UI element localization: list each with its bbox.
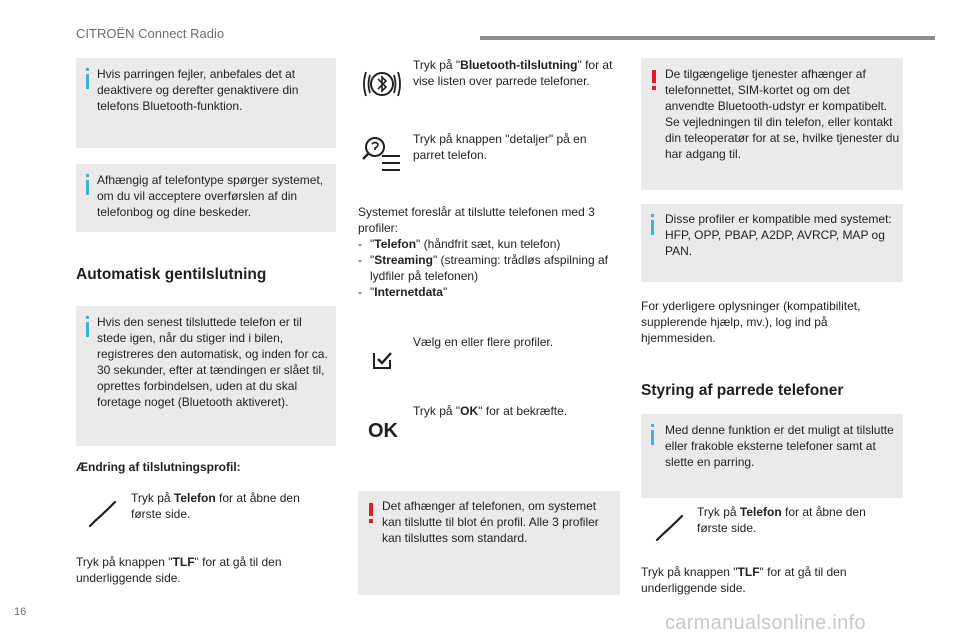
note-box-pairing [76,58,336,148]
warning-profiles-text: Det afhænger af telefonen, om systemet kan tilslutte til blot én profil. Alle 3 profiler kan tilsluttes som standard. [382,499,599,545]
warning-services-text: De tilgængelige tjenester afhænger af telefonnettet, SIM-kortet og om det anvendte Bluetooth-udstyr er kompatibelt. Se vejledningen til din telefon, eller kontakt din teleoperatør for at se, hvilke tjenester du har adgang til. [665,67,900,161]
step-press-tlf: Tryk på knappen "TLF" for at gå til den underliggende side. [76,555,282,585]
section-heading-manage-paired: Styring af parrede telefoner [641,382,844,399]
profile-item-telefon: - "Telefon" (håndfrit sæt, kun telefon) [358,237,561,251]
page-number: 16 [14,606,27,618]
profile-item-streaming: - "Streaming" (streaming: trådløs afspilning af lydfiler på telefonen) [358,253,608,283]
warning-box-services [641,58,903,190]
note-compatible-profiles-text: Disse profiler er kompatible med systemet: HFP, OPP, PBAP, A2DP, AVRCP, MAP og PAN. [665,212,892,258]
step-open-phone: Tryk på Telefon for at åbne den første side. [131,491,300,521]
step-confirm-ok: Tryk på "OK" for at bekræfte. [413,404,568,418]
phone-handset-icon [653,514,687,544]
more-info-text: For yderligere oplysninger (kompatibilitet, supplerende hjælp, mv.), log ind på hjemmesiden. [641,299,861,345]
details-search-icon [362,134,402,174]
note-pairing-text: Hvis parringen fejler, anbefales det at deaktivere og derefter genaktivere din telefons Bluetooth-funktion. [97,67,299,113]
info-icon [86,74,89,89]
note-box-auto-reconnect [76,306,336,446]
info-icon [86,322,89,337]
step-select-profiles: Vælg en eller flere profiler. [413,335,554,349]
section-heading-auto-reconnect: Automatisk gentilslutning [76,266,267,283]
step-open-phone: Tryk på Telefon for at åbne den første side. [697,505,866,535]
note-auto-reconnect-text: Hvis den senest tilsluttede telefon er til stede igen, når du stiger ind i bilen, registreres den automatisk, og inden for ca. 30 sekunder, efter at tændingen er slået til, oprettes forbindelsen, uden at du skal foretage noget (Bluetooth aktiveret). [97,315,328,409]
warning-icon [369,503,373,516]
watermark: carmanualsonline.info [665,612,866,634]
profile-item-internetdata: - "Internetdata" [358,285,448,299]
bluetooth-icon [360,62,404,106]
note-box-manage-paired [641,414,903,498]
info-icon [86,180,89,195]
checkbox-icon [372,350,394,370]
note-box-phonebook [76,164,336,232]
info-icon [651,220,654,235]
note-box-compatible-profiles [641,204,903,282]
warning-box-profiles [358,491,620,595]
step-press-tlf: Tryk på knappen "TLF" for at gå til den underliggende side. [641,565,847,595]
step-details-button: Tryk på knappen "detaljer" på en parret telefon. [413,132,587,162]
warning-icon [652,70,656,83]
phone-handset-icon [86,500,120,530]
ok-icon: OK [368,420,398,442]
info-icon [651,430,654,445]
subheading-profile-change: Ændring af tilslutningsprofil: [76,460,241,474]
note-phonebook-text: Afhængig af telefontype spørger systemet, om du vil acceptere overførslen af din telefonbog og dine beskeder. [97,173,324,219]
header-bar [480,36,935,40]
note-manage-paired-text: Med denne funktion er det muligt at tilslutte eller frakoble eksterne telefoner samt at slette en parring. [665,423,894,469]
manual-title: CITROËN Connect Radio [76,26,225,41]
step-bluetooth-connection: Tryk på "Bluetooth-tilslutning" for at vise listen over parrede telefoner. [413,58,613,88]
profiles-intro: Systemet foreslår at tilslutte telefonen med 3 profiler: [358,205,595,235]
